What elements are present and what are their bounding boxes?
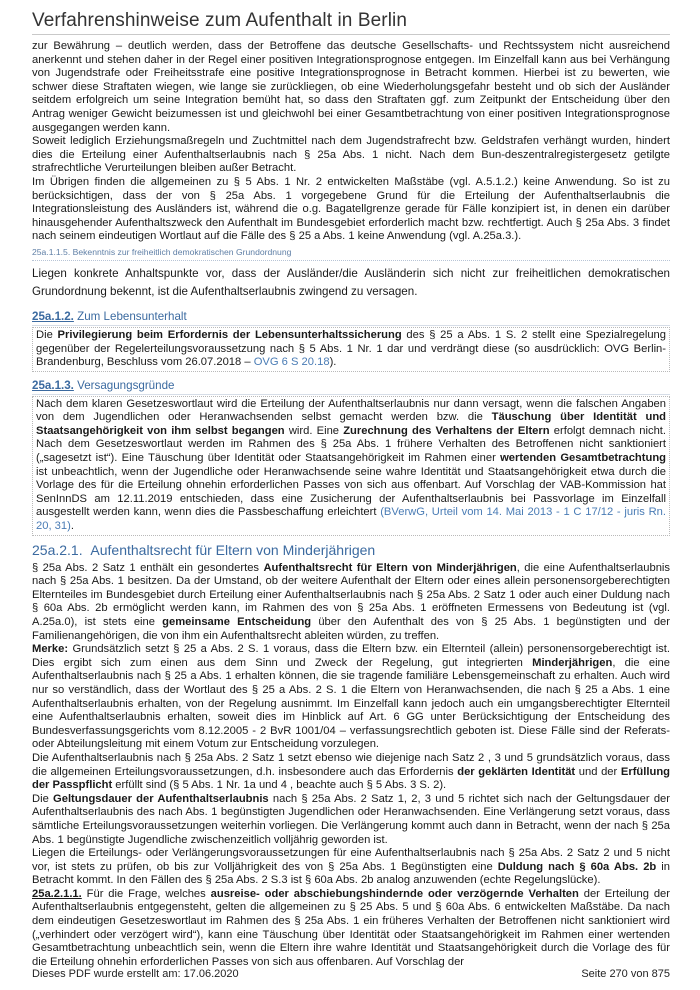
section-title: Zum Lebensunterhalt — [77, 309, 187, 323]
paragraph: Im Übrigen finden die allgemeinen zu § 5 Abs. 1 Nr. 2 entwickelten Maßstäbe (vgl. A.5.1.2.) keine Anwendung. So ist zu berücksichtigen, dass der von § 25a Abs. 1 vorgegebene Grund für die Erteilung der Aufenthaltserlaubnis die Integrationsleistung des Ausländers ist, während die o.g. Bagatellgrenze gerade für Fälle konzipiert ist, in denen ein darüber hinausgehender Aufenthaltszweck den Aufenthalt im Bundesgebiet erforderlich macht bzw. rechtfertigt. Auch § 25a Abs. 3 findet nach seinem eindeutigen Wortlaut auf die Fälle des § 25 a Abs. 1 keine Anwendung (vgl. A.25a.3.). — [32, 175, 670, 243]
text: erfüllt sind (§ 5 Abs. 1 Nr. 1a und 4 , beachte auch § 5 Abs. 3 S. 2). — [112, 779, 447, 792]
footer-page-number: Seite 270 von 875 — [581, 968, 670, 980]
text: ist unbeachtlich, wenn der Jugendliche oder Heranwachsende seine wahre Identität und Staatsangehörigkeit etwa durch die Vorlage des für die Erteilung ohnehin erforderlichen Passes von sich aus offenbart. Auf Vorschlag der VAB-Kommission hat SenInnDS am 12.11.2019 entschieden, dass eine Zusicherung der Aufenthaltserlaubnis bei Passvorlage im Einzelfall ausgestellt werden kann, wenn dies die Passbeschaffung erleichtert — [36, 465, 666, 519]
text: Grundsätzlich setzt § 25 a Abs. 2 S. 1 voraus, dass die Eltern bzw. ein Elternteil (allein) personensorgeberechtigt ist. Dies ergibt sich zum einen aus dem Sinn und Zweck der Regelung, gut integrierten — [32, 643, 670, 669]
chapter-heading — [32, 541, 670, 559]
subsection-number: 25a.2.1.1. — [32, 887, 82, 900]
text: Für die Frage, welches — [81, 887, 211, 900]
bold-text: Täuschung über Identität und Staatsangehörigkeit von ihm selbst begangen — [36, 411, 666, 437]
paragraph — [32, 793, 670, 847]
title-divider — [32, 34, 670, 35]
text: Die — [32, 792, 54, 805]
bold-text: der geklärten Identität — [457, 765, 576, 778]
section-box — [32, 396, 670, 536]
text: nach § 25a Abs. 2 Satz 1, 2, 3 und 5 richtet sich nach der Geltungsdauer der Aufenthaltserlaubnis des nach Abs. 1 begünstigten Jugendlichen oder Heranwachsenden. Eine Verlängerung setzt voraus, dass sämtliche Erteilungsvoraussetzungen weiterhin vorliegen. Die Verlängerung kommt auch dann in Betracht, wenn der nach § 25a Abs. 1 begünstigte Jugendliche zwischenzeitlich volljährig geworden ist. — [32, 792, 671, 846]
text: erfolgt demnach nicht. Nach dem Gesetzeswortlaut werden im Rahmen des § 25a Abs. 1 frühere Verhalten des Betroffenen nicht sanktioniert („sagesetzt ist“). Eine Täuschung über Identität oder Staatsangehörigkeit im Rahmen einer — [36, 424, 667, 465]
section-number: 25a.1.3. — [32, 378, 74, 392]
bold-text: Erfüllung der Passpflicht — [32, 765, 670, 792]
text: und der — [575, 765, 621, 778]
text: des § 25 a Abs. 1 S. 2 stellt eine Spezialregelung gegenüber der Regelerteilungsvoraussetzung nach § 5 Abs. 1 Nr. 1 dar und verdrängt diese (so ausdrücklich: OVG Berlin-Brandenburg, Beschluss vom 26.07.2018 – — [36, 328, 666, 369]
section-box — [32, 327, 670, 372]
bold-text: Privilegierung beim Erfordernis der Lebensunterhaltssicherung — [57, 328, 402, 341]
text: , die eine Aufenthaltserlaubnis nach § 25 a Abs. 1 erhalten können, die sie tragende familiäre Lebensgemeinschaft zu erhalten. Auch wird nur so verständlich, dass der Wortlaut des § 25 a Abs. 2 S. 1 die Eltern von Heranwachsenden, die nach § 25 a Abs. 1 eine Aufenthaltserlaubnis erhalten, von der Regelung ausnimmt. Im Einzelfall kann jedoch auch ein umgangsberechtigter Elternteil eine Aufenthaltserlaubnis erhalten, soweit dies im Hinblick auf Art. 6 GG unter Berücksichtigung der Entscheidung des Bundesverfassungsgerichts vom 8.12.2005 - 2 BvR 1001/04 – verfassungsrechtlich geboten ist. Diese Fälle sind der Referats- oder Abteilungsleitung mit einem Votum zur Entscheidung vorzulegen. — [32, 656, 670, 751]
text: der Erteilung der Aufenthaltserlaubnis entgegensteht, gelten die allgemeinen zu § 25 Abs. 5 und § 60a Abs. 6 entwickelten Maßstäbe. Da nach dem eindeutigen Gesetzeswortlaut im Rahmen des § 25a Abs. 1 ein früheres Verhalten der Betroffenen nicht sanktioniert wird („verhindert oder verzögert wird“), kann eine Täuschung über Identität oder Staatsangehörigkeit im Rahmen einer wertenden Gesamtbetrachtung unbeachtlich sein, wenn die Eltern ihre wahre Identität und Staatsangehörigkeit durch die Vorlage des für die Erteilung ohnehin erforderlichen Passes von sich aus offenbaren. Auf Vorschlag der — [32, 887, 670, 968]
text: Die — [36, 328, 58, 341]
paragraph: Liegen konkrete Anhaltspunkte vor, dass der Ausländer/die Ausländerin sich nicht zur freiheitlichen demokratischen Grundordnung bekennt, ist die Aufenthaltserlaubnis zwingend zu versagen. — [32, 266, 670, 298]
paragraph: zur Bewährung – deutlich werden, dass der Betroffene das deutsche Gesellschafts- und Rechtssystem nicht ausreichend anerkennt und stehen daher in der Regel einer positiven Integrationsprognose entgegen. Im Einzelfall kann aus bei Verhängung von Jugendstrafe oder Freiheitsstrafe eine positive Integrationsprognose in Betracht kommen. Hierbei ist zu bewerten, wie schwer diese Straftaten wiegen, wie lange sie zurückliegen, ob eine Wiederholungsgefahr besteht und ob sich der Ausländer seitdem erfolgreich um seine Integration bemüht hat, so dass den Straftaten ggf. zum Zeitpunkt der Entscheidung über den Antrag weniger Gewicht beizumessen ist und gleichwohl bei einer Gesamtbetrachtung von einer positiven Integrationsprognose ausgegangen werden kann. — [32, 40, 670, 134]
paragraph — [36, 329, 666, 370]
bold-text: Duldung nach § 60a Abs. 2b — [497, 860, 657, 873]
text: , die eine Aufenthaltserlaubnis nach § 25a Abs. 1 besitzen. Da der Umstand, ob der weitere Aufenthalt der Eltern oder eines allein personensorgeberechtigten Elternteiles im Bundesgebiet durch Erteilung einer Aufenthaltserlaubnis nach § 25a Abs. 2 Satz 1 oder auch einer Duldung nach § 60a Abs. 2b ermöglicht werden kann, im Rahmen des von § 25a Abs. 1 eröffneten Ermessens von Bedeutung ist (vgl. A.25a.0), ist stets eine — [32, 561, 671, 628]
section-number: 25a.1.2. — [32, 309, 74, 323]
bold-text: Zurechnung des Verhaltens der Eltern — [343, 424, 550, 437]
section-title: Versagungsgründe — [77, 378, 175, 392]
text: § 25a Abs. 2 Satz 1 enthält ein gesondertes — [32, 561, 264, 574]
bold-text: ausreise- oder abschiebungshindernde oder verzögernde Verhalten — [210, 887, 579, 900]
text: über den Aufenthalt des von § 25 Abs. 1 begünstigten und der Familienangehörigen, die von ihm ein Aufenthaltsrecht ableiten würden, zu treffen. — [32, 616, 670, 642]
paragraph — [32, 752, 670, 793]
page-title: Verfahrenshinweise zum Aufenthalt in Berlin — [32, 10, 408, 31]
text: Die Aufenthaltserlaubnis nach § 25a Abs. 2 Satz 1 setzt ebenso wie diejenige nach Satz 2 , 3 und 5 grundsätzlich voraus, dass die allgemeinen Erteilungsvoraussetzungen, d.h. insbesondere auch das Erfordernis — [32, 751, 670, 778]
chapter-title: Aufenthaltsrecht für Eltern von Minderjährigen — [90, 541, 376, 558]
paragraph — [32, 643, 670, 752]
section-heading-versagungsgruende — [32, 378, 670, 395]
document-body — [32, 40, 671, 968]
paragraph — [36, 398, 666, 534]
footer-created-date: Dieses PDF wurde erstellt am: 17.06.2020 — [32, 968, 239, 980]
court-link[interactable]: (BVerwG, Urteil vom 14. Mai 2013 - 1 C 17/12 - juris Rn. 20, 31) — [36, 506, 667, 533]
text: in Betracht kommt. In den Fällen des § 25a Abs. 2 S.3 ist § 60a Abs. 2b analog anzuwenden (echte Regelungslücke). — [32, 860, 671, 887]
text: wird. Eine — [284, 424, 344, 437]
text: ). — [329, 356, 337, 369]
bold-text: Aufenthaltsrecht für Eltern von Minderjährigen — [263, 561, 517, 574]
paragraph — [32, 847, 670, 888]
bold-text: Minderjährigen — [532, 656, 613, 669]
paragraph — [32, 888, 670, 970]
bold-text: Geltungsdauer der Aufenthaltserlaubnis — [53, 792, 269, 805]
chapter-number: 25a.2.1. — [32, 541, 83, 558]
bold-text: wertenden Gesamtbetrachtung — [500, 452, 666, 465]
text: Nach dem klaren Gesetzeswortlaut wird die Erteilung der Aufenthaltserlaubnis nur dann versagt, wenn die falschen Angaben von dem Jugendlichen oder Heranwachsenden selbst gemacht werden bzw. die — [36, 397, 666, 424]
court-link[interactable]: OVG 6 S 20.18 — [253, 356, 330, 369]
bold-text: Merke: — [32, 643, 69, 656]
paragraph — [32, 562, 670, 644]
text: Liegen die Erteilungs- oder Verlängerungsvoraussetzungen für eine Aufenthaltserlaubnis nach § 25a Abs. 2 Satz 2 und 5 nicht vor, ist stets zu prüfen, ob bis zur Volljährigkeit des von § 25a Abs. 1 Begünstigten eine — [32, 847, 670, 873]
paragraph: Soweit lediglich Erziehungsmaßregeln und Zuchtmittel nach dem Jugendstrafrecht bzw. Geldstrafen verhängt wurden, hindert dies die Erteilung einer Aufenthaltserlaubnis nach § 25a Abs. 1 nicht. Nach dem Bun-deszentralregistergesetz getilgte strafrechtliche Verurteilungen bleiben außer Betracht. — [32, 135, 670, 175]
bold-text: gemeinsame Entscheidung — [162, 616, 312, 628]
text: . — [70, 520, 74, 533]
section-heading-lebensunterhalt — [32, 309, 670, 326]
subsection-heading: 25a.1.1.5. Bekenntnis zur freiheitlich demokratischen Grundordnung — [32, 247, 670, 261]
